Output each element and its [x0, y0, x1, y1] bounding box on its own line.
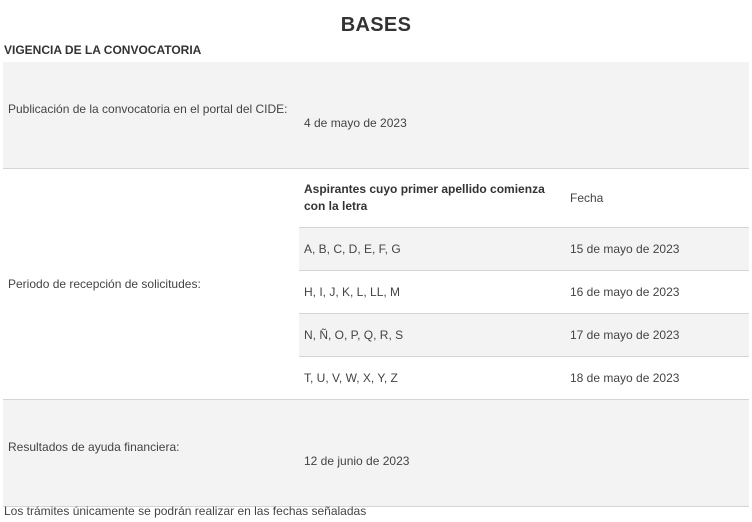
section-heading: VIGENCIA DE LA CONVOCATORIA	[4, 43, 202, 57]
results-label: Resultados de ayuda financiera:	[8, 440, 180, 454]
schedule-row	[299, 314, 749, 357]
schedule-date: 16 de mayo de 2023	[570, 285, 680, 299]
schedule-letters: T, U, V, W, X, Y, Z	[304, 371, 398, 385]
schedule-letters: H, I, J, K, L, LL, M	[304, 285, 401, 299]
schedule-date: 18 de mayo de 2023	[570, 371, 680, 385]
header-date: Fecha	[570, 191, 604, 205]
page-title: BASES	[340, 14, 412, 36]
schedule-letters: A, B, C, D, E, F, G	[304, 242, 401, 256]
schedule-row	[299, 271, 749, 314]
results-row	[3, 400, 749, 507]
reception-row	[3, 169, 749, 400]
schedule-date: 15 de mayo de 2023	[570, 242, 680, 256]
footnote: Los trámites únicamente se podrán realizar en las fechas señaladas	[4, 504, 367, 518]
schedule-letters: N, Ñ, O, P, Q, R, S	[304, 328, 404, 342]
publication-row	[3, 62, 749, 169]
schedule-header-row	[299, 169, 749, 228]
schedule-row	[299, 228, 749, 271]
publication-date: 4 de mayo de 2023	[304, 116, 407, 130]
results-date: 12 de junio de 2023	[304, 454, 410, 468]
publication-label: Publicación de la convocatoria en el portal del CIDE:	[8, 102, 288, 116]
schedule-date: 17 de mayo de 2023	[570, 328, 680, 342]
reception-label: Periodo de recepción de solicitudes:	[8, 277, 201, 291]
header-letters: Aspirantes cuyo primer apellido comienza con la letra	[304, 182, 545, 213]
schedule-row	[299, 357, 749, 399]
reception-schedule-table	[299, 169, 749, 399]
bases-table	[3, 62, 749, 507]
